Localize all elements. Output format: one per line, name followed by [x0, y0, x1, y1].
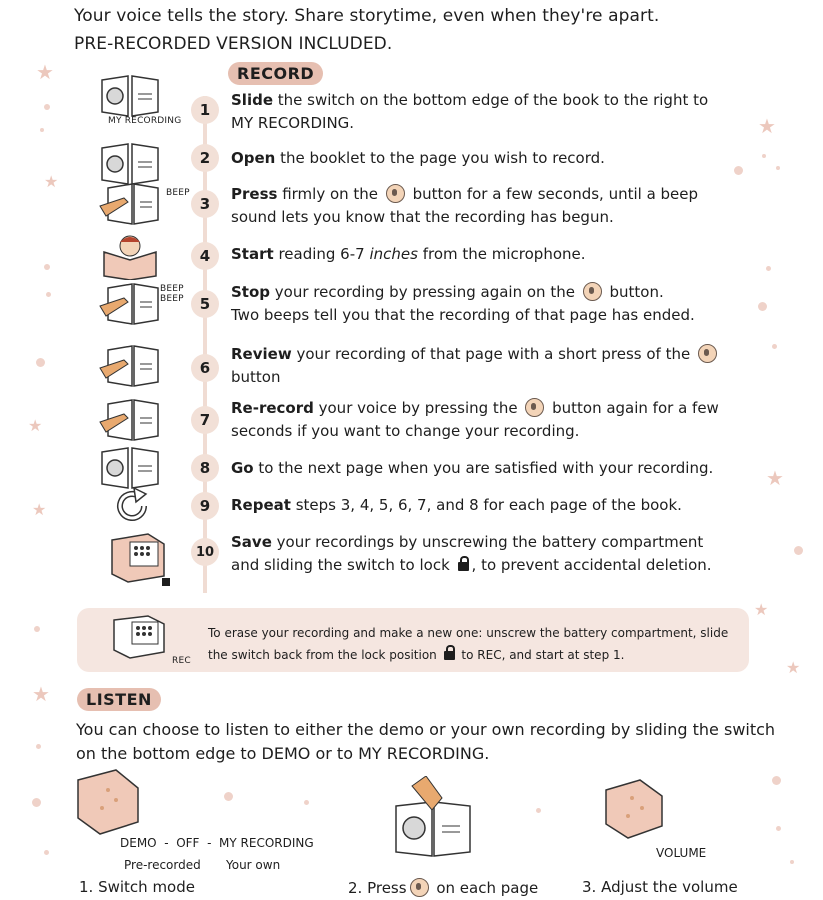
record-button-icon	[525, 398, 544, 417]
battery-rec-illustration	[110, 612, 170, 660]
lock-icon	[458, 562, 469, 571]
dot-decoration	[762, 154, 766, 158]
star-icon: ★	[758, 114, 776, 138]
dot-decoration	[304, 800, 309, 805]
step-4-text: Start reading 6-7 inches from the microphone.	[231, 245, 586, 263]
my-recording-label: MY RECORDING	[108, 116, 182, 126]
star-icon: ★	[786, 658, 801, 677]
record-button-icon	[698, 344, 717, 363]
beep-label-2: BEEP	[160, 294, 184, 304]
record-header: RECORD	[228, 62, 323, 85]
step-9-text: Repeat steps 3, 4, 5, 6, 7, and 8 for each page of the book.	[231, 496, 682, 514]
book-switch-illustration	[72, 766, 144, 838]
step-3-text: Press firmly on the button for a few seconds, until a beep sound lets you know that the recording has begun.	[231, 185, 699, 226]
step-number: 3	[191, 190, 219, 218]
record-button-icon	[410, 878, 429, 897]
switch-mode-label: DEMO - OFF - MY RECORDING	[120, 836, 314, 850]
intro-line-1: Your voice tells the story. Share storytime, even when they're apart.	[74, 6, 660, 26]
listen-description: You can choose to listen to either the demo or your own recording by sliding the switch on the bottom edge to DEMO or to MY RECORDING.	[76, 720, 776, 763]
dot-decoration	[536, 808, 541, 813]
beep-label: BEEP	[166, 188, 190, 198]
star-icon: ★	[44, 172, 59, 191]
book-press-illustration-3	[98, 180, 162, 228]
step-10-text: Save your recordings by unscrewing the battery compartment and sliding the switch to lock , to prevent accidental deletion.	[231, 533, 712, 574]
repeat-arrow-icon	[112, 486, 152, 526]
step-1-text: Slide the switch on the bottom edge of the book to the right to MY RECORDING.	[231, 91, 709, 132]
book-press-illustration-5	[98, 280, 162, 328]
step-number: 10	[191, 538, 219, 566]
step-5-text: Stop your recording by pressing again on the button. Two beeps tell you that the recording of that page has ended.	[231, 283, 695, 324]
step-number: 1	[191, 96, 219, 124]
dot-decoration	[772, 344, 777, 349]
dot-decoration	[776, 826, 781, 831]
step-6-text: Review your recording of that page with a short press of the button	[231, 343, 731, 389]
star-icon: ★	[36, 60, 54, 84]
dot-decoration	[794, 546, 803, 555]
dot-decoration	[758, 302, 767, 311]
star-icon: ★	[28, 416, 43, 435]
book-press-listen-illustration	[392, 776, 474, 862]
step-number: 5	[191, 290, 219, 318]
dot-decoration	[32, 798, 41, 807]
dot-decoration	[44, 264, 50, 270]
rec-label: REC	[172, 656, 191, 666]
caption-switch-mode: 1. Switch mode	[79, 878, 195, 896]
volume-label: VOLUME	[656, 846, 707, 860]
book-illustration-1	[98, 72, 162, 120]
star-icon: ★	[754, 600, 769, 619]
record-button-icon	[386, 184, 405, 203]
dot-decoration	[44, 850, 49, 855]
dot-decoration	[734, 166, 743, 175]
dot-decoration	[46, 292, 51, 297]
battery-compartment-illustration	[108, 530, 170, 590]
dot-decoration	[766, 266, 771, 271]
step-number: 8	[191, 454, 219, 482]
book-illustration-8	[98, 444, 162, 492]
step-8-text: Go to the next page when you are satisfied with your recording.	[231, 459, 714, 477]
listen-header: LISTEN	[77, 688, 161, 711]
beep-label-1: BEEP	[160, 284, 184, 294]
dot-decoration	[36, 358, 45, 367]
book-press-illustration-6	[98, 342, 162, 390]
reading-child-illustration	[98, 232, 162, 280]
step-number: 7	[191, 406, 219, 434]
step-number: 9	[191, 492, 219, 520]
dot-decoration	[776, 166, 780, 170]
your-own-label: Your own	[226, 858, 281, 872]
erase-note-text: To erase your recording and make a new one: unscrew the battery compartment, slide the switch back from the lock position to REC, and start at step 1.	[208, 626, 729, 662]
dot-decoration	[40, 128, 44, 132]
star-icon: ★	[32, 682, 50, 706]
dot-decoration	[790, 860, 794, 864]
step-7-text: Re-record your voice by pressing the button again for a few seconds if you want to change your recording.	[231, 399, 719, 440]
star-icon: ★	[32, 500, 47, 519]
dot-decoration	[224, 792, 233, 801]
dot-decoration	[36, 744, 41, 749]
book-press-illustration-7	[98, 396, 162, 444]
step-number: 4	[191, 242, 219, 270]
prerecorded-label: Pre-recorded	[124, 858, 201, 872]
dot-decoration	[34, 626, 40, 632]
lock-icon	[444, 651, 455, 660]
step-number: 6	[191, 354, 219, 382]
dot-decoration	[772, 776, 781, 785]
step-2-text: Open the booklet to the page you wish to record.	[231, 149, 605, 167]
step-number: 2	[191, 144, 219, 172]
book-volume-illustration	[600, 776, 670, 842]
star-icon: ★	[766, 466, 784, 490]
intro-line-2: PRE-RECORDED VERSION INCLUDED.	[74, 34, 393, 54]
caption-adjust-volume: 3. Adjust the volume	[582, 878, 738, 896]
caption-press: 2. Press on each page	[348, 879, 539, 897]
record-button-icon	[583, 282, 602, 301]
dot-decoration	[44, 104, 50, 110]
